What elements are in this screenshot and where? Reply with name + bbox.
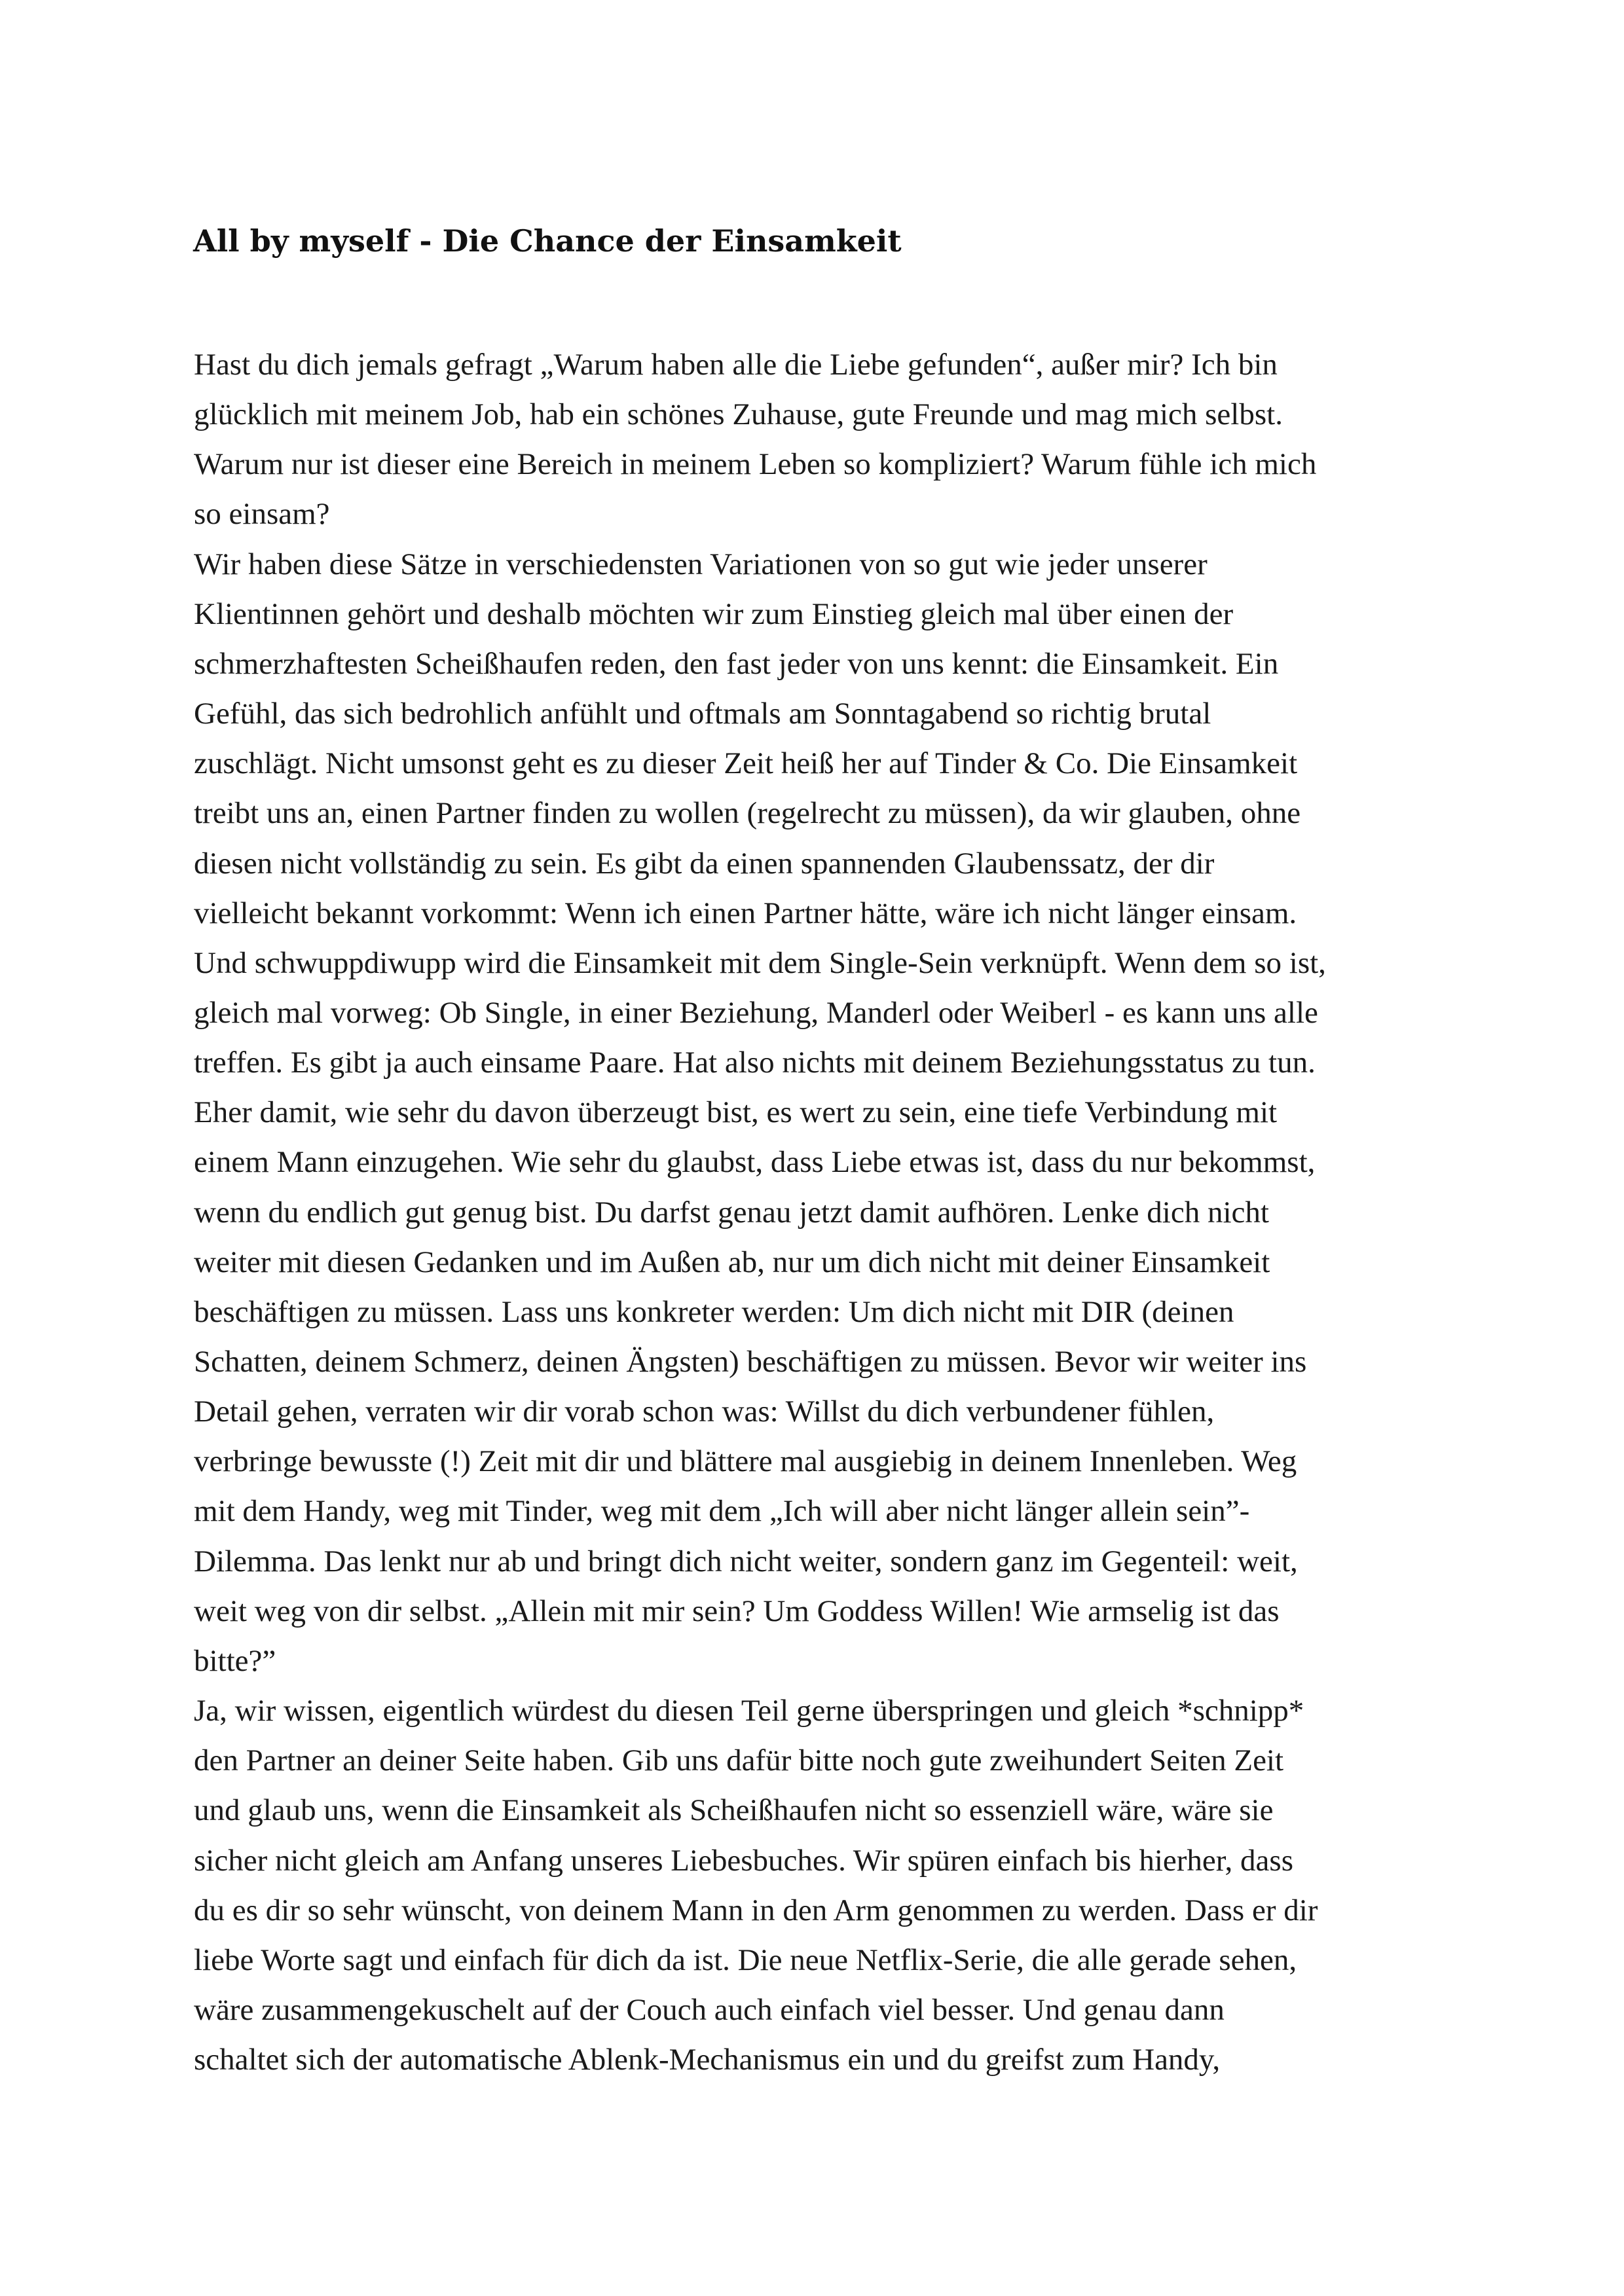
text-line: liebe Worte sagt und einfach für dich da ist. Die neue Netflix-Serie, die alle gerade sehen,	[194, 1943, 1297, 1977]
text-line: du es dir so sehr wünscht, von deinem Mann in den Arm genommen zu werden. Dass er dir	[194, 1893, 1318, 1927]
text-line: glücklich mit meinem Job, hab ein schönes Zuhause, gute Freunde und mag mich selbst.	[194, 397, 1283, 431]
text-line: einem Mann einzugehen. Wie sehr du glaubst, dass Liebe etwas ist, dass du nur bekommst,	[194, 1145, 1316, 1179]
text-line: Schatten, deinem Schmerz, deinen Ängsten) beschäftigen zu müssen. Bevor wir weiter ins	[194, 1345, 1307, 1379]
text-line: zuschlägt. Nicht umsonst geht es zu dieser Zeit heiß her auf Tinder & Co. Die Einsamkeit	[194, 746, 1298, 780]
text-line: Ja, wir wissen, eigentlich würdest du diesen Teil gerne überspringen und gleich *schnipp*	[194, 1694, 1304, 1728]
text-line: mit dem Handy, weg mit Tinder, weg mit dem „Ich will aber nicht länger allein sein”-	[194, 1494, 1250, 1528]
page-title: All by myself - Die Chance der Einsamkeit	[193, 223, 902, 259]
text-line: weit weg von dir selbst. „Allein mit mir sein? Um Goddess Willen! Wie armselig ist das	[194, 1594, 1280, 1628]
text-line: Gefühl, das sich bedrohlich anfühlt und oftmals am Sonntagabend so richtig brutal	[194, 697, 1211, 731]
text-line: wenn du endlich gut genug bist. Du darfst genau jetzt damit aufhören. Lenke dich nicht	[194, 1195, 1269, 1230]
text-line: Warum nur ist dieser eine Bereich in meinem Leben so kompliziert? Warum fühle ich mich	[194, 447, 1317, 481]
text-line: Wir haben diese Sätze in verschiedensten Variationen von so gut wie jeder unserer	[194, 547, 1208, 581]
text-line: und glaub uns, wenn die Einsamkeit als Scheißhaufen nicht so essenziell wäre, wäre sie	[194, 1793, 1274, 1827]
text-line: schaltet sich der automatische Ablenk-Mechanismus ein und du greifst zum Handy,	[194, 2043, 1221, 2077]
text-line: treibt uns an, einen Partner finden zu wollen (regelrecht zu müssen), da wir glauben, ohne	[194, 796, 1301, 830]
text-line: wäre zusammengekuschelt auf der Couch auch einfach viel besser. Und genau dann	[194, 1993, 1225, 2027]
text-line: Eher damit, wie sehr du davon überzeugt bist, es wert zu sein, eine tiefe Verbindung mit	[194, 1095, 1278, 1129]
text-line: verbringe bewusste (!) Zeit mit dir und blättere mal ausgiebig in deinem Innenleben. Weg	[194, 1444, 1297, 1478]
text-line: Dilemma. Das lenkt nur ab und bringt dich nicht weiter, sondern ganz im Gegenteil: weit,	[194, 1544, 1298, 1578]
text-line: vielleicht bekannt vorkommt: Wenn ich einen Partner hätte, wäre ich nicht länger einsam.	[194, 896, 1297, 930]
text-line: Detail gehen, verraten wir dir vorab schon was: Willst du dich verbundener fühlen,	[194, 1394, 1215, 1429]
text-line: weiter mit diesen Gedanken und im Außen ab, nur um dich nicht mit deiner Einsamkeit	[194, 1245, 1270, 1279]
text-line: den Partner an deiner Seite haben. Gib uns dafür bitte noch gute zweihundert Seiten Zeit	[194, 1743, 1284, 1777]
text-line: Und schwuppdiwupp wird die Einsamkeit mit dem Single-Sein verknüpft. Wenn dem so ist,	[194, 946, 1326, 980]
text-line: gleich mal vorweg: Ob Single, in einer Beziehung, Manderl oder Weiberl - es kann uns alle	[194, 996, 1318, 1030]
text-line: Hast du dich jemals gefragt „Warum haben alle die Liebe gefunden“, außer mir? Ich bin	[194, 348, 1278, 382]
text-line: beschäftigen zu müssen. Lass uns konkreter werden: Um dich nicht mit DIR (deinen	[194, 1295, 1234, 1329]
text-line: Klientinnen gehört und deshalb möchten wir zum Einstieg gleich mal über einen der	[194, 597, 1234, 631]
text-line: sicher nicht gleich am Anfang unseres Liebesbuches. Wir spüren einfach bis hierher, dass	[194, 1844, 1293, 1878]
text-line: treffen. Es gibt ja auch einsame Paare. Hat also nichts mit deinem Beziehungsstatus zu tun.	[194, 1046, 1316, 1080]
text-line: so einsam?	[194, 497, 330, 531]
text-line: schmerzhaftesten Scheißhaufen reden, den fast jeder von uns kennt: die Einsamkeit. Ein	[194, 647, 1279, 681]
text-line: bitte?”	[194, 1644, 276, 1678]
text-line: diesen nicht vollständig zu sein. Es gibt da einen spannenden Glaubenssatz, der dir	[194, 847, 1215, 881]
